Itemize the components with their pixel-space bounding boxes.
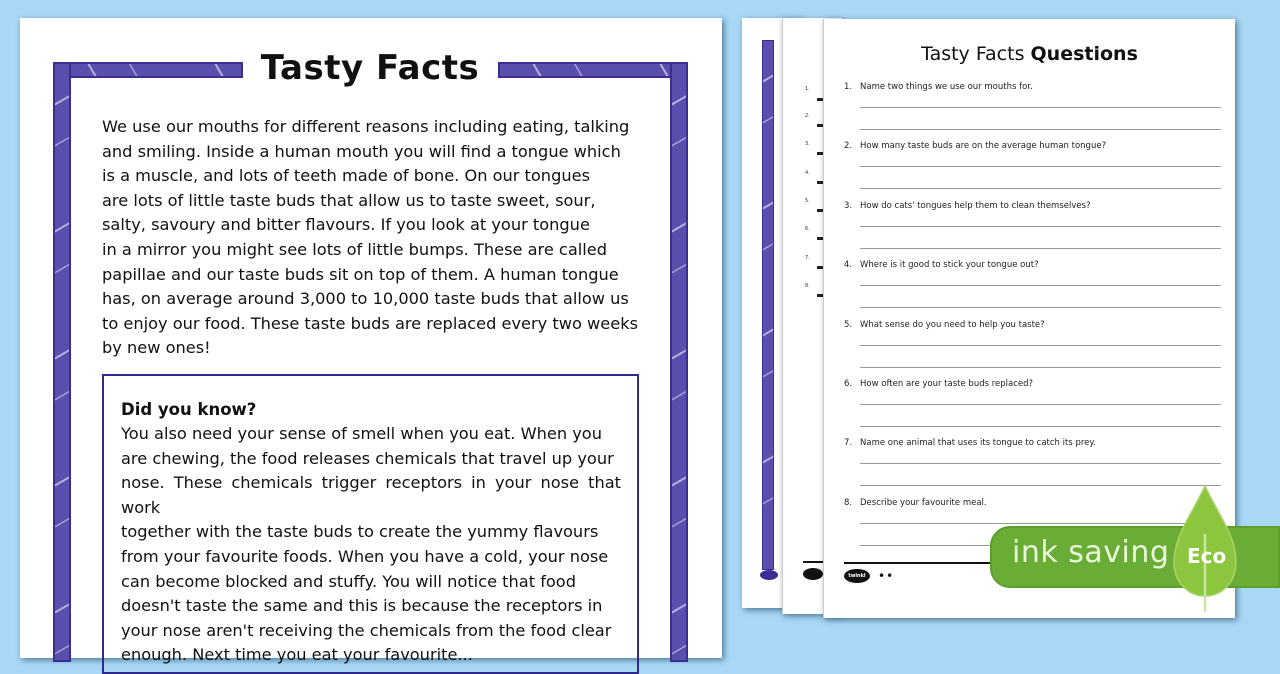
answer-line[interactable] xyxy=(860,523,1221,524)
questions-title-bold: Questions xyxy=(1030,43,1138,65)
page-title: Tasty Facts xyxy=(260,48,480,88)
question-item xyxy=(844,139,1221,198)
answer-line[interactable] xyxy=(860,463,1221,464)
question-number: 6. xyxy=(844,378,853,389)
twinkl-logo: twinkl xyxy=(844,569,870,583)
mini-number: 1. xyxy=(805,86,810,92)
info-line: nose. These chemicals trigger receptors in your nose that work xyxy=(121,473,621,517)
frame-top-left xyxy=(53,62,243,78)
mini-number: 2. xyxy=(805,113,810,119)
did-you-know-box xyxy=(102,374,639,674)
question-text: Describe your favourite meal. xyxy=(860,497,987,508)
footer-dots: •• xyxy=(878,569,895,583)
info-line: your nose aren't receiving the chemicals from the food clear xyxy=(121,620,612,640)
frame-left xyxy=(53,62,71,662)
paragraph-line: We use our mouths for different reasons including eating, talking xyxy=(102,117,630,136)
question-number: 2. xyxy=(844,141,853,152)
paragraph-line: is a muscle, and lots of teeth made of bone. On our tongues xyxy=(102,166,590,186)
question-number: 3. xyxy=(844,200,853,211)
answer-line[interactable] xyxy=(860,367,1221,368)
did-you-know-heading: Did you know? xyxy=(121,400,257,419)
question-number: 5. xyxy=(844,319,853,330)
question-text: Where is it good to stick your tongue out? xyxy=(860,260,1039,271)
answer-line[interactable] xyxy=(860,107,1221,108)
question-number: 4. xyxy=(844,260,853,271)
question-item xyxy=(844,199,1221,258)
answer-line[interactable] xyxy=(860,226,1221,227)
answer-line[interactable] xyxy=(860,129,1221,130)
question-item xyxy=(844,258,1221,317)
frame-left-mini xyxy=(762,40,774,570)
question-text: Name one animal that uses its tongue to catch its prey. xyxy=(860,438,1096,449)
paragraph-line: are lots of little taste buds that allow us to taste sweet, sour, xyxy=(102,190,596,210)
answer-line[interactable] xyxy=(860,345,1221,346)
info-line: doesn't taste the same and this is because the receptors in xyxy=(121,596,603,616)
question-number: 7. xyxy=(844,438,853,449)
question-item xyxy=(844,436,1221,495)
question-number: 8. xyxy=(844,497,853,508)
info-line: from your favourite foods. When you have a cold, your nose xyxy=(121,546,609,566)
answer-line[interactable] xyxy=(860,426,1221,427)
paragraph-line: in a mirror you might see lots of little bumps. These are called xyxy=(102,239,607,259)
main-paragraph xyxy=(102,115,640,361)
mini-number: 7. xyxy=(805,255,810,261)
twinkl-logo-mini xyxy=(803,568,823,580)
mini-number: 5. xyxy=(805,198,810,204)
question-text: How many taste buds are on the average human tongue? xyxy=(860,141,1107,152)
info-line: are chewing, the food releases chemicals that travel up your xyxy=(121,448,614,468)
paragraph-line: salty, savoury and bitter flavours. If you look at your tongue xyxy=(102,215,590,235)
answer-line[interactable] xyxy=(860,485,1221,486)
question-number: 1. xyxy=(844,82,853,92)
info-line: You also need your sense of smell when you eat. When you xyxy=(121,424,602,443)
info-line: enough. Next time you eat your favourite... xyxy=(121,645,473,665)
paragraph-line: has, on average around 3,000 to 10,000 taste buds that allow us xyxy=(102,289,629,309)
question-text: Name two things we use our mouths for. xyxy=(860,82,1033,92)
answer-line[interactable] xyxy=(860,307,1221,308)
mini-number: 3. xyxy=(805,141,810,147)
question-text: How often are your taste buds replaced? xyxy=(860,378,1034,389)
answer-line[interactable] xyxy=(860,285,1221,286)
question-text: How do cats' tongues help them to clean themselves? xyxy=(860,200,1091,211)
paragraph-line: papillae and our taste buds sit on top of them. A human tongue xyxy=(102,264,619,284)
mini-number: 6. xyxy=(805,226,810,232)
paragraph-line: to enjoy our food. These taste buds are replaced every two weeks xyxy=(102,313,638,333)
answer-line[interactable] xyxy=(860,404,1221,405)
did-you-know-text xyxy=(121,422,621,668)
info-line: can become blocked and stuffy. You will notice that food xyxy=(121,571,576,591)
paragraph-line: by new ones! xyxy=(102,338,211,358)
ink-saving-label: ink saving xyxy=(1012,535,1170,570)
question-item xyxy=(844,318,1221,377)
answer-line[interactable] xyxy=(860,248,1221,249)
mini-number: 8. xyxy=(805,283,810,289)
fact-sheet-page xyxy=(20,18,722,665)
mini-number: 4. xyxy=(805,170,810,176)
question-text: What sense do you need to help you taste? xyxy=(860,319,1045,330)
info-line: together with the taste buds to create the yummy flavours xyxy=(121,522,599,542)
question-item xyxy=(844,80,1221,139)
footer-rule xyxy=(844,562,994,564)
eco-badge-text: Eco xyxy=(1187,544,1227,568)
questions-title xyxy=(824,43,1235,65)
answer-line[interactable] xyxy=(860,166,1221,167)
question-item xyxy=(844,377,1221,436)
frame-right xyxy=(670,62,688,662)
frame-top-right xyxy=(498,62,688,78)
paragraph-line: and smiling. Inside a human mouth you will find a tongue which xyxy=(102,141,621,161)
questions-title-regular: Tasty Facts xyxy=(921,43,1031,65)
question-list xyxy=(844,80,1221,555)
twinkl-logo-mini xyxy=(760,570,778,580)
answer-line[interactable] xyxy=(860,188,1221,189)
